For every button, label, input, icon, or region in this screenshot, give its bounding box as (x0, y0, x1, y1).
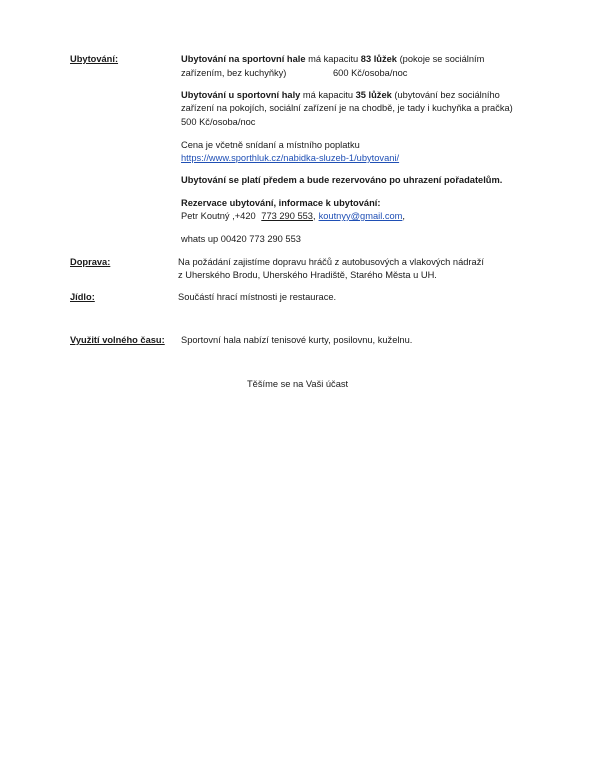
section-label-doprava: Doprava: (70, 257, 111, 267)
food-text: Součástí hrací místnosti je restaurace. (178, 292, 337, 302)
hall-accommodation-line2: zařízením, bez kuchyňky) (181, 68, 287, 78)
near-text1: má kapacitu (300, 90, 356, 100)
hall-capacity: 83 lůžek (360, 54, 397, 64)
accommodation-link[interactable]: https://www.sporthluk.cz/nabidka-sluzeb-1/ubytovani/ (181, 153, 400, 163)
transport-line2: z Uherského Brodu, Uherského Hradiště, Starého Města u UH. (178, 270, 437, 280)
price-note: Cena je včetně snídaní a místního poplatku (181, 140, 360, 150)
transport-line1: Na požádání zajistíme dopravu hráčů z autobusových a vlakových nádraží (178, 257, 484, 267)
hall-price: 600 Kč/osoba/noc (333, 68, 408, 78)
contact-trailing-comma: , (402, 211, 406, 221)
contact-email-link[interactable]: koutnyy@gmail.com (318, 211, 403, 221)
leisure-text: Sportovní hala nabízí tenisové kurty, posilovnu, kuželnu. (181, 335, 413, 345)
hall-accommodation-line1 (181, 53, 484, 65)
near-text2: (ubytování bez sociálního (391, 90, 500, 100)
hall-text2: (pokoje se sociálním (396, 54, 485, 64)
contact-name: Petr Koutný ,+420 (181, 211, 259, 221)
near-capacity: 35 lůžek (355, 90, 392, 100)
near-title: Ubytování u sportovní haly (181, 90, 301, 100)
near-price: 500 Kč/osoba/noc (181, 117, 256, 127)
hall-text1: má kapacitu (305, 54, 361, 64)
near-accommodation-line2: zařízení na pokojích, sociální zařízení je na chodbě, je tady i kuchyňka a pračka) (181, 103, 513, 113)
closing-text: Těšíme se na Vaši účast (247, 379, 349, 389)
whatsapp-contact: whats up 00420 773 290 553 (181, 234, 301, 244)
section-label-ubytovani: Ubytování: (70, 54, 119, 64)
contact-phone[interactable]: 773 290 553 (261, 211, 313, 221)
reservation-contact (181, 210, 405, 222)
reservation-heading: Rezervace ubytování, informace k ubytování: (181, 198, 381, 208)
contact-comma: , (312, 211, 316, 221)
section-label-volny-cas: Využití volného času: (70, 335, 165, 345)
payment-note: Ubytování se platí předem a bude rezervováno po uhrazení pořadatelům. (181, 175, 503, 185)
near-accommodation-line1 (181, 89, 500, 101)
section-label-jidlo: Jídlo: (70, 292, 95, 302)
hall-title: Ubytování na sportovní hale (181, 54, 306, 64)
